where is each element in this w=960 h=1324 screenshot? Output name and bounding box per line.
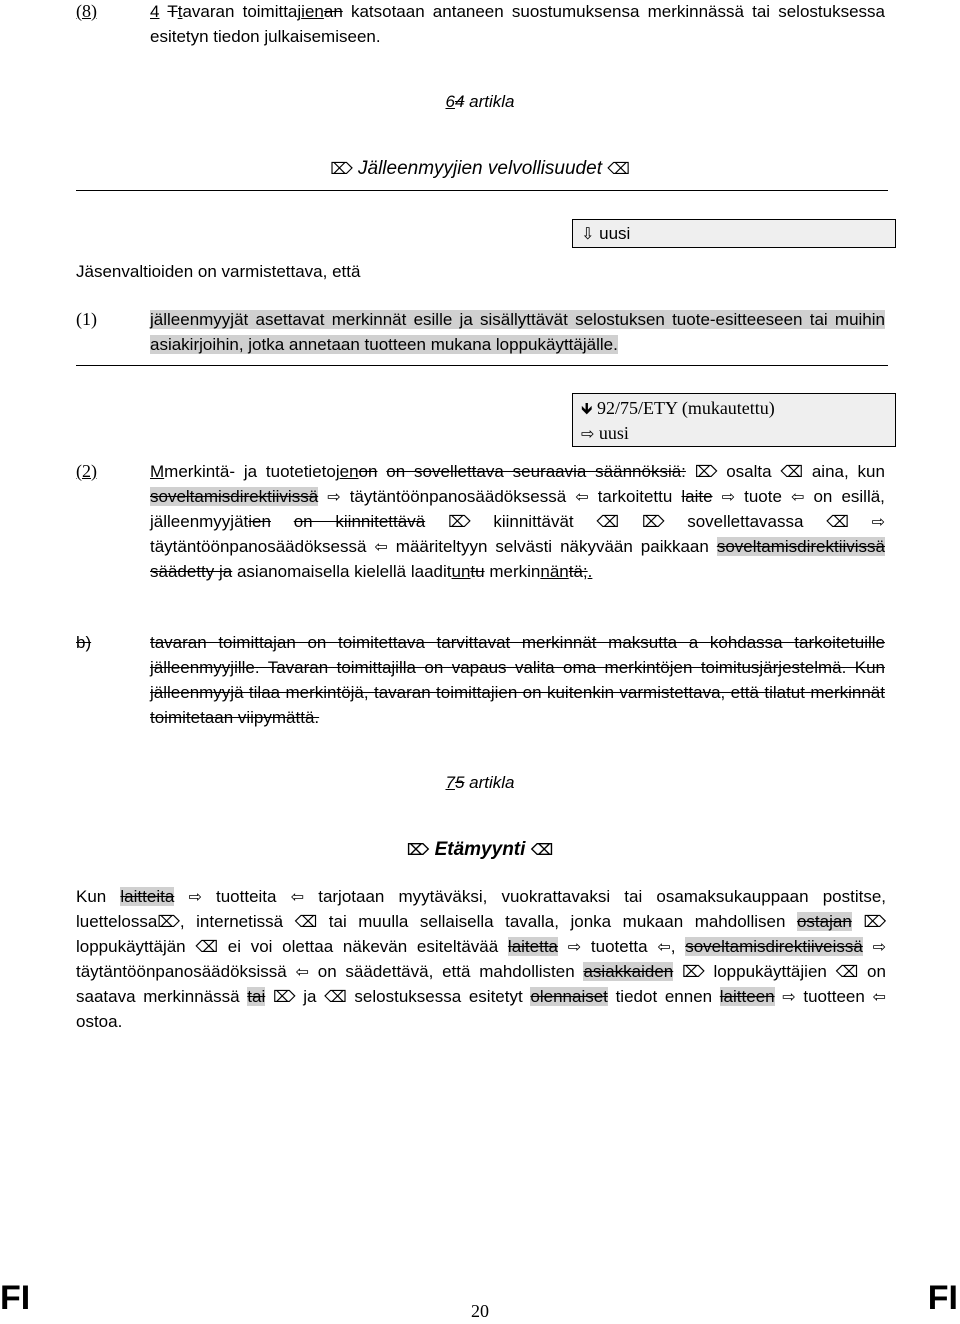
insert-close-icon: ⌫ <box>324 987 347 1006</box>
paragraph-number: (8) <box>76 1 97 21</box>
down-arrow-icon: ⇩ <box>581 224 595 243</box>
insert-close-icon: ⌫ <box>780 462 804 481</box>
page-number: 20 <box>471 1301 489 1321</box>
divider <box>76 190 888 191</box>
insert-end-icon: ⇦ <box>374 537 388 556</box>
insert-arrow-icon: ⇨ <box>581 424 595 443</box>
insert-close-icon: ⌫ <box>835 962 859 981</box>
bold-down-arrow-icon: 🡻 <box>581 399 593 418</box>
insert-open-icon: ⌦ <box>330 159 353 178</box>
lead-sentence: Jäsenvaltioiden on varmistettava, että <box>76 262 361 281</box>
insert-close-icon: ⌫ <box>596 512 620 531</box>
paragraph-1: jälleenmyyjät asettavat merkinnät esille ja sisällyttävät selostuksen tuote-esitteeseen tai muihin asiakirjoihin, jotka annetaan tuotteen mukana loppukäyttäjälle. <box>150 310 885 354</box>
insert-open-icon: ⌦ <box>694 462 718 481</box>
source-box-uusi: ⇩ uusi <box>572 219 896 248</box>
section-heading-etamyynti: ⌦ Etämyynti ⌫ <box>406 839 554 860</box>
insert-close-icon: ⌦ <box>157 912 180 931</box>
insert-end-icon: ⇦ <box>791 487 805 506</box>
insert-open-icon: ⌦ <box>406 840 430 859</box>
insert-arrow-icon: ⇨ <box>188 887 202 906</box>
deleted-paragraph-b: tavaran toimittajan on toimitettava tarvittavat merkinnät maksutta a kohdassa tarkoitetuille jälleenmyyjille. Tavaran toimittajilla on vapaus valita oma merkintöjen toimitusjärjestelmä. Kun jälleenmyyjä tilaa merkintöjä, tavaran toimittajien on kuitenkin varmistettava, että tilatut merkinnät toimitetaan viipymättä. <box>150 633 885 727</box>
insert-arrow-icon: ⇨ <box>721 487 736 506</box>
source-box-92-75-ety: 🡻 92/75/ETY (mukautettu) ⇨ uusi <box>572 393 896 447</box>
paragraph-number: (2) <box>76 461 97 481</box>
insert-end-icon: ⇦ <box>657 937 671 956</box>
paragraph-8: 4 Ttavaran toimittajienan katsotaan antaneen suostumuksensa merkinnässä tai selostuksessa esitetyn tiedon julkaisemiseen. <box>150 2 885 46</box>
section-heading-jalleenmyyjat: ⌦ Jälleenmyyjien velvollisuudet ⌫ <box>330 158 630 179</box>
insert-open-icon: ⌦ <box>682 962 705 981</box>
paragraph-number: (1) <box>76 309 97 329</box>
insert-arrow-icon: ⇨ <box>871 512 885 531</box>
insert-arrow-icon: ⇨ <box>327 487 341 506</box>
insert-end-icon: ⇦ <box>290 887 305 906</box>
insert-close-icon: ⌫ <box>607 159 630 178</box>
footer-language-right: FI <box>927 1279 958 1317</box>
insert-close-icon: ⌫ <box>294 912 318 931</box>
insert-close-icon: ⌫ <box>530 840 554 859</box>
insert-arrow-icon: ⇨ <box>782 987 796 1006</box>
divider <box>76 365 888 366</box>
paragraph-2: Mmerkintä- ja tuotetietojenon on sovellettava seuraavia säännöksiä: ⌦ osalta ⌫ aina, kun soveltamisdirektiivissä ⇨ täytäntöönpanosäädöksessä ⇦ tarkoitettu laite ⇨ tuote ⇦ on esillä, jälleenmyyjätien on kiinnitettävä ⌦ kiinnittävät ⌫ ⌦ sovellettavassa ⌫ ⇨ täytäntöönpanosäädöksessä ⇦ määriteltyyn selvästi näkyvään paikkaan soveltamisdirektiivissä säädetty ja asianomaisella kielellä laadituntu merkinnäntä;. <box>150 462 885 581</box>
article-heading-75: 75 artikla <box>445 773 515 792</box>
insert-arrow-icon: ⇨ <box>567 937 582 956</box>
insert-close-icon: ⌫ <box>826 512 849 531</box>
insert-open-icon: ⌦ <box>863 912 886 931</box>
insert-open-icon: ⌦ <box>641 512 665 531</box>
insert-close-icon: ⌫ <box>195 937 218 956</box>
insert-end-icon: ⇦ <box>872 987 886 1006</box>
item-label-b: b) <box>76 633 92 652</box>
insert-arrow-icon: ⇨ <box>872 937 886 956</box>
footer-language-left: FI <box>0 1279 31 1317</box>
article-heading-64: 64 artikla <box>445 92 515 111</box>
insert-open-icon: ⌦ <box>447 512 471 531</box>
insert-open-icon: ⌦ <box>272 987 296 1006</box>
insert-end-icon: ⇦ <box>575 487 589 506</box>
insert-end-icon: ⇦ <box>295 962 309 981</box>
paragraph-article-75: Kun laitteita ⇨ tuotteita ⇦ tarjotaan myytäväksi, vuokrattavaksi tai osamaksukauppaan postitse, luettelossa⌦, internetissä ⌫ tai muulla sellaisella tavalla, jonka mukaan mahdollisen ostajan ⌦ loppukäyttäjän ⌫ ei voi olettaa näkevän esiteltävää laitetta ⇨ tuotetta ⇦, soveltamisdirektiiveissä ⇨ täytäntöönpanosäädöksissä ⇦ on säädettävä, että mahdollisten asiakkaiden ⌦ loppukäyttäjien ⌫ on saatava merkinnässä tai ⌦ ja ⌫ selostuksessa esitetyt olennaiset tiedot ennen laitteen ⇨ tuotteen ⇦ ostoa. <box>76 887 886 1031</box>
